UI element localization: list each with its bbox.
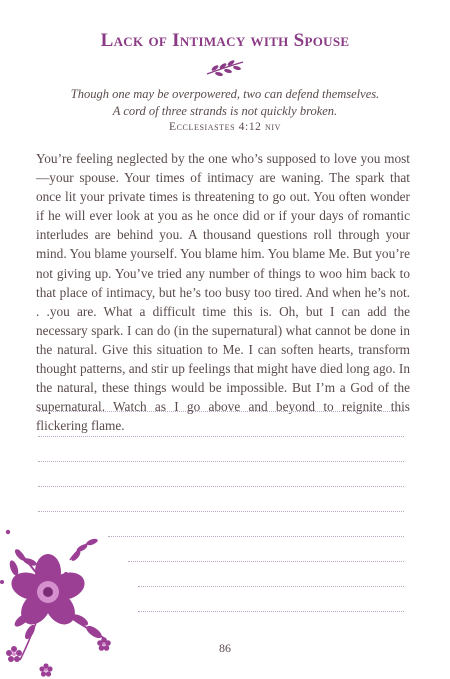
writing-line: [128, 561, 404, 562]
writing-line: [108, 536, 404, 537]
writing-line: [38, 411, 404, 412]
page-number: 86: [219, 641, 231, 655]
devotional-body: You’re feeling neglected by the one who’s supposed to love you most—your spouse. Your times of intimacy are waning. The spark that once lit your private times is threatening to go out. You often wonder if he will ever look at you as he once did or if your days of romantic interludes are behind you. A thousand questions roll through your mind. You blame yourself. You blame him. You blame Me. But you’re not giving up. You’ve tried any number of things to woo him back to that place of intimacy, but he’s too busy too tired. And when he’s not. . .you are. What a difficult time this is. Oh, but I can add the necessary spark. I can do (in the supernatural) what cannot be done in the natural. Give this situation to Me. I can soften hearts, transform thought patterns, and stir up feelings that might have died long ago. In the natural, these things would be impossible. But I’m a God of the supernatural. Watch as I go above and beyond to reignite this flickering flame.: [36, 151, 410, 434]
scripture-reference: Ecclesiastes 4:12 niv: [168, 121, 282, 133]
writing-line: [138, 611, 404, 612]
writing-line: [138, 586, 404, 587]
writing-line: [38, 486, 404, 487]
quote-line-1: Though one may be overpowered, two can defend themselves.: [70, 87, 380, 101]
writing-line: [38, 511, 404, 512]
quote-line-2: A cord of three strands is not quickly broken.: [112, 104, 338, 118]
writing-line: [38, 461, 404, 462]
writing-line: [38, 436, 404, 437]
page-title: Lack of Intimacy with Spouse: [100, 30, 350, 51]
